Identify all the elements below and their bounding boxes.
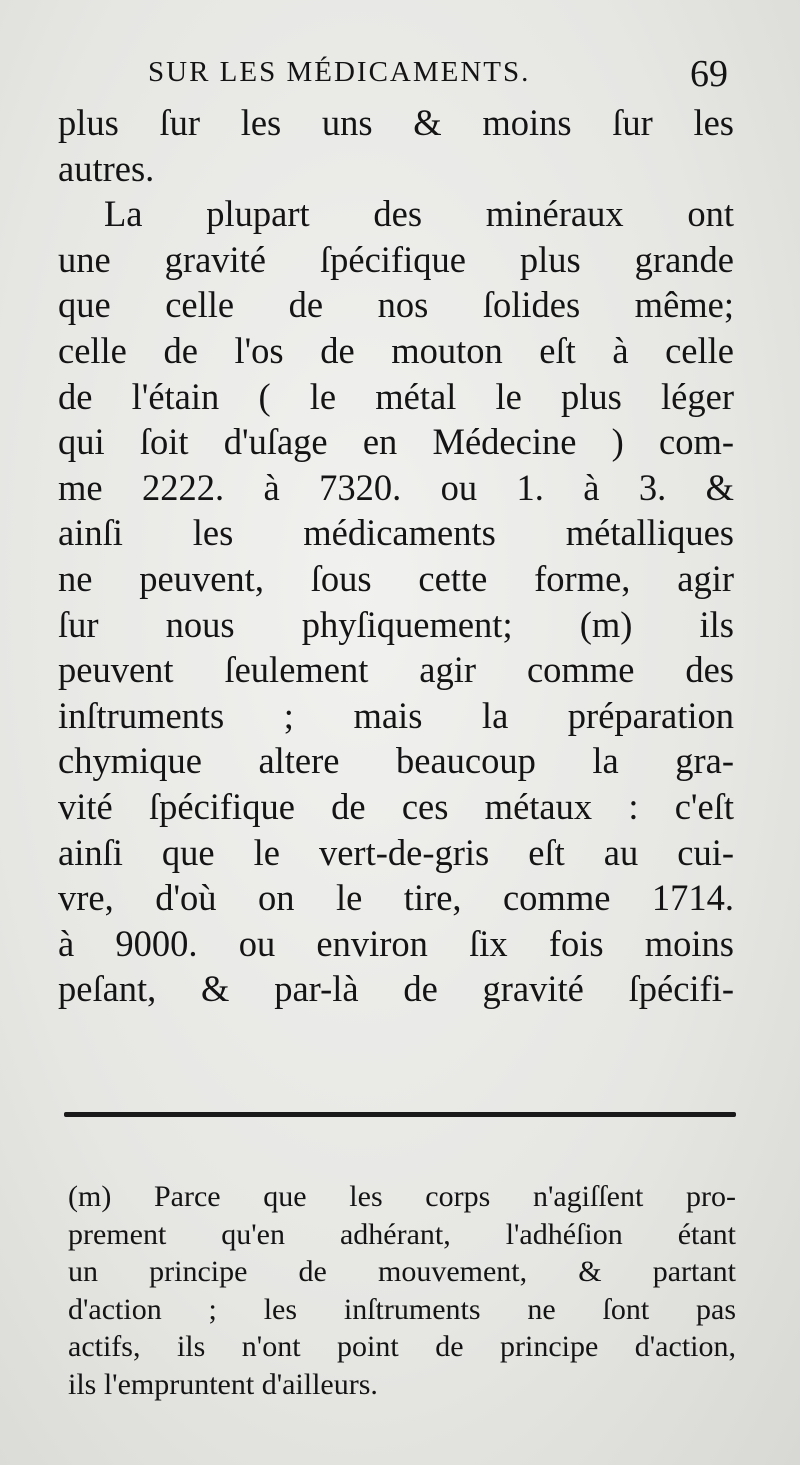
text-line: à 9000. ou environ ſix fois moins bbox=[58, 922, 734, 964]
text-line: La plupart des minéraux ont bbox=[104, 193, 734, 235]
footnote-line: prement qu'en adhérant, l'adhéſion étant bbox=[68, 1217, 736, 1251]
footnote-line: ils l'empruntent d'ailleurs. bbox=[68, 1367, 378, 1401]
running-head: SUR LES MÉDICAMENTS. bbox=[148, 56, 531, 88]
footnote-line: (m) Parce que les corps n'agiſſent pro- bbox=[68, 1180, 736, 1213]
footnote-line: d'action ; les inſtruments ne ſont pas bbox=[68, 1292, 736, 1326]
text-line: ainſi les médicaments métalliques bbox=[58, 512, 734, 554]
text-line: peuvent ſeulement agir comme des bbox=[58, 649, 734, 691]
text-line: que celle de nos ſolides même; bbox=[58, 284, 734, 326]
footnote-rule bbox=[64, 1112, 736, 1117]
text-line: celle de l'os de mouton eſt à celle bbox=[58, 329, 734, 371]
body-text bbox=[58, 100, 734, 1012]
page-header bbox=[148, 52, 738, 102]
text-line: ſur nous phyſiquement; (m) ils bbox=[58, 603, 734, 645]
text-line: qui ſoit d'uſage en Médecine ) com- bbox=[58, 421, 734, 463]
text-line: peſant, & par-là de gravité ſpécifi- bbox=[58, 968, 734, 1010]
text-line: me 2222. à 7320. ou 1. à 3. & bbox=[58, 466, 734, 508]
text-line: vre, d'où on le tire, comme 1714. bbox=[58, 877, 734, 919]
text-line: autres. bbox=[58, 147, 155, 189]
text-line: inſtruments ; mais la préparation bbox=[58, 694, 734, 736]
text-line: plus ſur les uns & moins ſur les bbox=[58, 102, 734, 143]
page-number: 69 bbox=[690, 53, 728, 95]
text-line: ainſi que le vert-de-gris eſt au cui- bbox=[58, 831, 734, 873]
footnote-line: un principe de mouvement, & partant bbox=[68, 1255, 736, 1288]
text-line: vité ſpécifique de ces métaux : c'eſt bbox=[58, 785, 734, 827]
text-line: de l'étain ( le métal le plus léger bbox=[58, 375, 734, 417]
footnote-line: actifs, ils n'ont point de principe d'action, bbox=[68, 1330, 736, 1363]
text-line: une gravité ſpécifique plus grande bbox=[58, 238, 734, 280]
text-line: ne peuvent, ſous cette forme, agir bbox=[58, 557, 734, 599]
footnote bbox=[68, 1178, 736, 1403]
text-line: chymique altere beaucoup la gra- bbox=[58, 740, 734, 782]
